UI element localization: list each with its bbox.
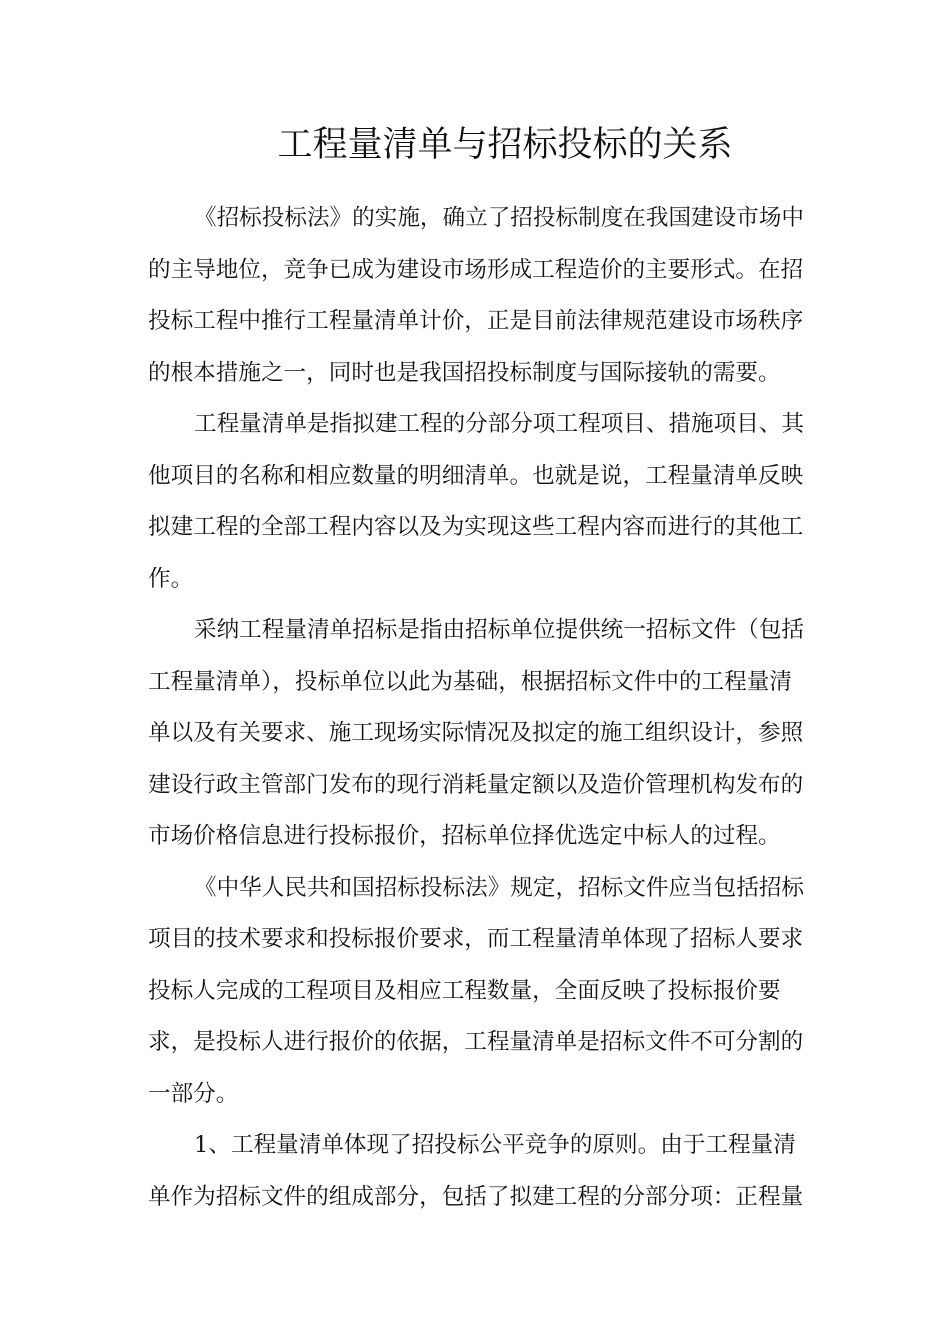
text-line: 《招标投标法》的实施，确立了招投标制度在我国建设市场中 [194, 205, 805, 231]
text-line: 的根本措施之一，同时也是我国招投标制度与国际接轨的需要。 [148, 359, 781, 386]
text-line: 单以及有关要求、施工现场实际情况及拟定的施工组织设计，参照 [148, 720, 804, 746]
document-title: 工程量清单与招标投标的关系 [277, 125, 733, 165]
text-line: 拟建工程的全部工程内容以及为实现这些工程内容而进行的其他工 [148, 514, 804, 540]
document-body [148, 193, 805, 1223]
text-line: 1、工程量清单体现了招投标公平竞争的原则。由于工程量清 [194, 1132, 796, 1158]
text-line: 《中华人民共和国招标投标法》规定，招标文件应当包括招标 [194, 874, 805, 901]
text-line: 项目的技术要求和投标报价要求，而工程量清单体现了招标人要求 [148, 926, 804, 952]
text-line: 工程量清单是指拟建工程的分部分项工程项目、措施项目、其 [194, 411, 805, 437]
text-line: 工程量清单），投标单位以此为基础，根据招标文件中的工程量清 [148, 668, 792, 695]
text-line: 他项目的名称和相应数量的明细清单。也就是说，工程量清单反映 [148, 462, 804, 489]
text-line: 求，是投标人进行报价的依据，工程量清单是招标文件不可分割的 [148, 1029, 804, 1055]
text-line: 作。 [148, 565, 194, 592]
text-line: 投标人完成的工程项目及相应工程数量，全面反映了投标报价要 [148, 977, 781, 1004]
text-line: 的主导地位，竞争已成为建设市场形成工程造价的主要形式。在招 [148, 256, 804, 283]
text-line: 单作为招标文件的组成部分，包括了拟建工程的分部分项：正程量 [148, 1183, 804, 1210]
text-line: 投标工程中推行工程量清单计价，正是目前法律规范建设市场秩序 [148, 308, 804, 334]
text-line: 一部分。 [148, 1080, 239, 1107]
text-line: 采纳工程量清单招标是指由招标单位提供统一招标文件（包括 [194, 617, 805, 643]
text-line: 市场价格信息进行投标报价，招标单位择优选定中标人的过程。 [148, 823, 781, 849]
text-line: 建设行政主管部门发布的现行消耗量定额以及造价管理机构发布的 [148, 771, 804, 798]
